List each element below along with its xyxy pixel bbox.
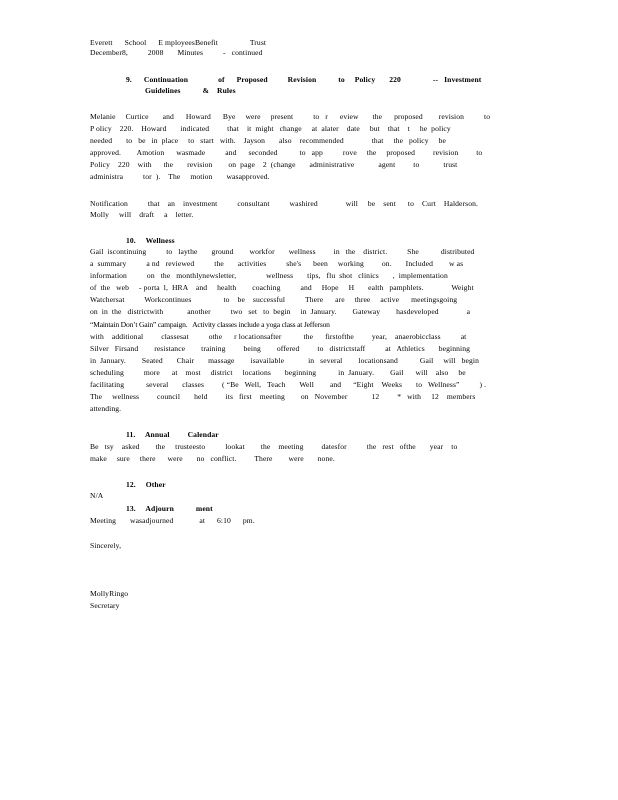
signatory-title: Secretary [90,601,120,610]
item10-line: information on the monthlynewsletter, wellness tips, flu shot clinics , implementation [90,271,448,280]
item13-text: Meeting wasadjourned at 6:10 pm. [90,516,255,525]
item9-para1-line: Policy 220 with the revision on page 2 (change administrative agent to trust [90,160,458,169]
item10-line: of the web - porta l, HRA and health coaching and Hope H ealth pamphlets. Weight [90,283,474,292]
item9-para1-line: approved. Amotion wasmade and seconded to app rove the proposed revision to [90,148,483,157]
header-subtitle: December8, 2008 Minutes - continued [90,48,263,57]
item10-line: a summary a nd reviewed the activities she's been working on. Included w as [90,259,464,268]
item11-line: make sure there were no conflict. There were none. [90,454,335,463]
item12-text: N/A [90,491,104,500]
item11-heading: 11. Annual Calendar [126,430,219,439]
item9-para1-line: Melanie Curtice and Howard Bye were present to r eview the proposed revision to [90,112,491,121]
header-title: Everett School E mployeesBenefit Trust [90,38,267,47]
item10-line: attending. [90,404,122,413]
closing-salutation: Sincerely, [90,541,122,550]
item9-para2-line: Molly will draft a letter. [90,210,194,219]
item13-heading: 13. Adjourn ment [126,504,213,513]
item10-line: on in the districtwith another two set to begin in January. Gateway hasdeveloped a [90,307,471,316]
item10-line: Gail iscontinuing to laythe ground workfor wellness in the district. She distributed [90,247,475,256]
item10-line: in January. Seated Chair massage isavailable in several locationsand Gail will begin [90,356,479,365]
item10-line: with additional classesat othe r locationsafter the firstofthe year, anaerobicclass at [90,332,467,341]
item10-line: scheduling more at most district locations beginning in January. Gail will also be [90,368,466,377]
item9-heading-cont: Guidelines & Rules [145,86,236,95]
item12-heading: 12. Other [126,480,166,489]
item11-line: Be tsy asked the trusteesto lookat the meeting datesfor the rest ofthe year to [90,442,458,451]
item9-para1-line: P olicy 220. Howard indicated that it might change at alater date but that t he policy [90,124,451,133]
item10-line: Watchersat Workcontinues to be successful There are three active meetingsgoing [90,295,458,304]
item9-heading: 9. Continuation of Proposed Revision to Policy 220 -- Investment [126,75,482,84]
item10-line: facilitating several classes ( “Be Well, Teach Well and “Eight Weeks to Wellness” ) . [90,380,487,389]
item10-line: The wellness council held its first meeting on November 12 * with 12 members [90,392,476,401]
item10-line: “Maintain Don’t Gain” campaign. Activity classes include a yoga class at Jefferson [90,320,330,329]
item10-heading: 10. Wellness [126,236,175,245]
item9-para2-line: Notification that an investment consultant washired will be sent to Curt Halderson. [90,199,479,208]
item9-para1-line: administra tor ). The motion wasapproved. [90,172,270,181]
item10-line: Silver Firsand resistance training being offered to districtstaff at Athletics beginning [90,344,471,353]
signatory-name: MollyRingo [90,589,129,598]
item9-para1-line: needed to be in place to start with. Jayson also recommended that the policy be [90,136,447,145]
